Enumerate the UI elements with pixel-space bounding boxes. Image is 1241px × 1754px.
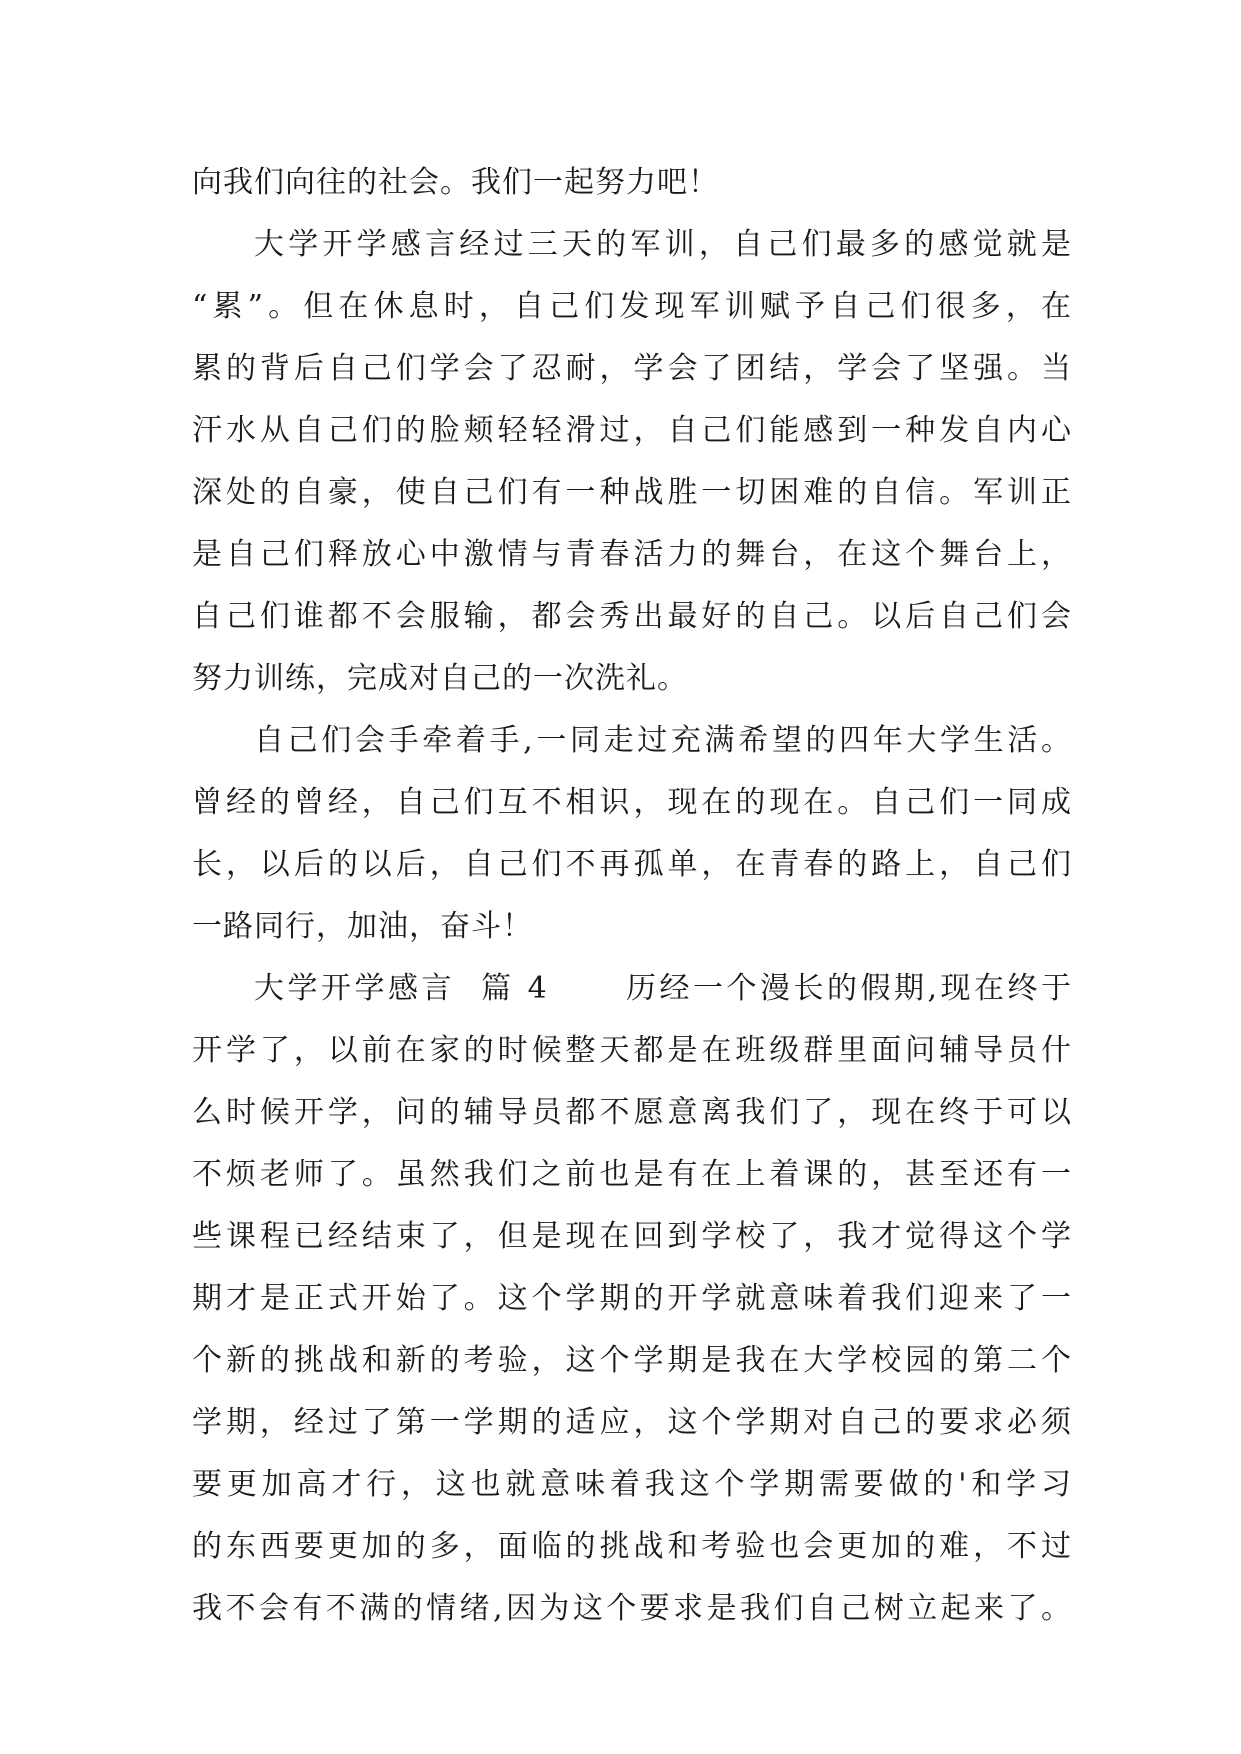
text-line: 自己们谁都不会服输，都会秀出最好的自己。以后自己们会 bbox=[192, 599, 1072, 634]
text-line: 一路同行，加油，奋斗！ bbox=[192, 909, 533, 944]
text-line: “累”。但在休息时，自己们发现军训赋予自己们很多，在 bbox=[192, 289, 1072, 324]
text-line: 些课程已经结束了，但是现在回到学校了，我才觉得这个学 bbox=[192, 1219, 1072, 1254]
text-line: 要更加高才行，这也就意味着我这个学期需要做的'和学习 bbox=[192, 1467, 1072, 1502]
text-line: 期才是正式开始了。这个学期的开学就意味着我们迎来了一 bbox=[192, 1281, 1072, 1316]
text-line: 么时候开学，问的辅导员都不愿意离我们了，现在终于可以 bbox=[192, 1095, 1072, 1130]
text-line: 开学了，以前在家的时候整天都是在班级群里面问辅导员什 bbox=[192, 1033, 1072, 1068]
text-line: 的东西要更加的多，面临的挑战和考验也会更加的难，不过 bbox=[192, 1529, 1072, 1564]
text-line: 学期，经过了第一学期的适应，这个学期对自己的要求必须 bbox=[192, 1405, 1072, 1440]
text-line: 长，以后的以后，自己们不再孤单，在青春的路上，自己们 bbox=[192, 847, 1072, 882]
text-line: 汗水从自己们的脸颊轻轻滑过，自己们能感到一种发自内心 bbox=[192, 413, 1072, 448]
text-line: 努力训练，完成对自己的一次洗礼。 bbox=[192, 661, 688, 696]
text-line: 累的背后自己们学会了忍耐，学会了团结，学会了坚强。当 bbox=[192, 351, 1072, 386]
text-line: 深处的自豪，使自己们有一种战胜一切困难的自信。军训正 bbox=[192, 475, 1072, 510]
text-line: 向我们向往的社会。我们一起努力吧！ bbox=[192, 165, 719, 200]
document-body bbox=[192, 152, 1072, 1640]
text-line: 大学开学感言 篇 4 历经一个漫长的假期,现在终于 bbox=[254, 971, 1072, 1006]
text-line: 自己们会手牵着手,一同走过充满希望的四年大学生活。 bbox=[254, 723, 1072, 758]
text-line: 我不会有不满的情绪,因为这个要求是我们自己树立起来了。 bbox=[192, 1591, 1072, 1626]
text-line: 大学开学感言经过三天的军训，自己们最多的感觉就是 bbox=[254, 227, 1072, 262]
text-line: 个新的挑战和新的考验，这个学期是我在大学校园的第二个 bbox=[192, 1343, 1072, 1378]
text-line: 不烦老师了。虽然我们之前也是有在上着课的，甚至还有一 bbox=[192, 1157, 1072, 1192]
text-line: 是自己们释放心中激情与青春活力的舞台，在这个舞台上， bbox=[192, 537, 1072, 572]
text-line: 曾经的曾经，自己们互不相识，现在的现在。自己们一同成 bbox=[192, 785, 1072, 820]
